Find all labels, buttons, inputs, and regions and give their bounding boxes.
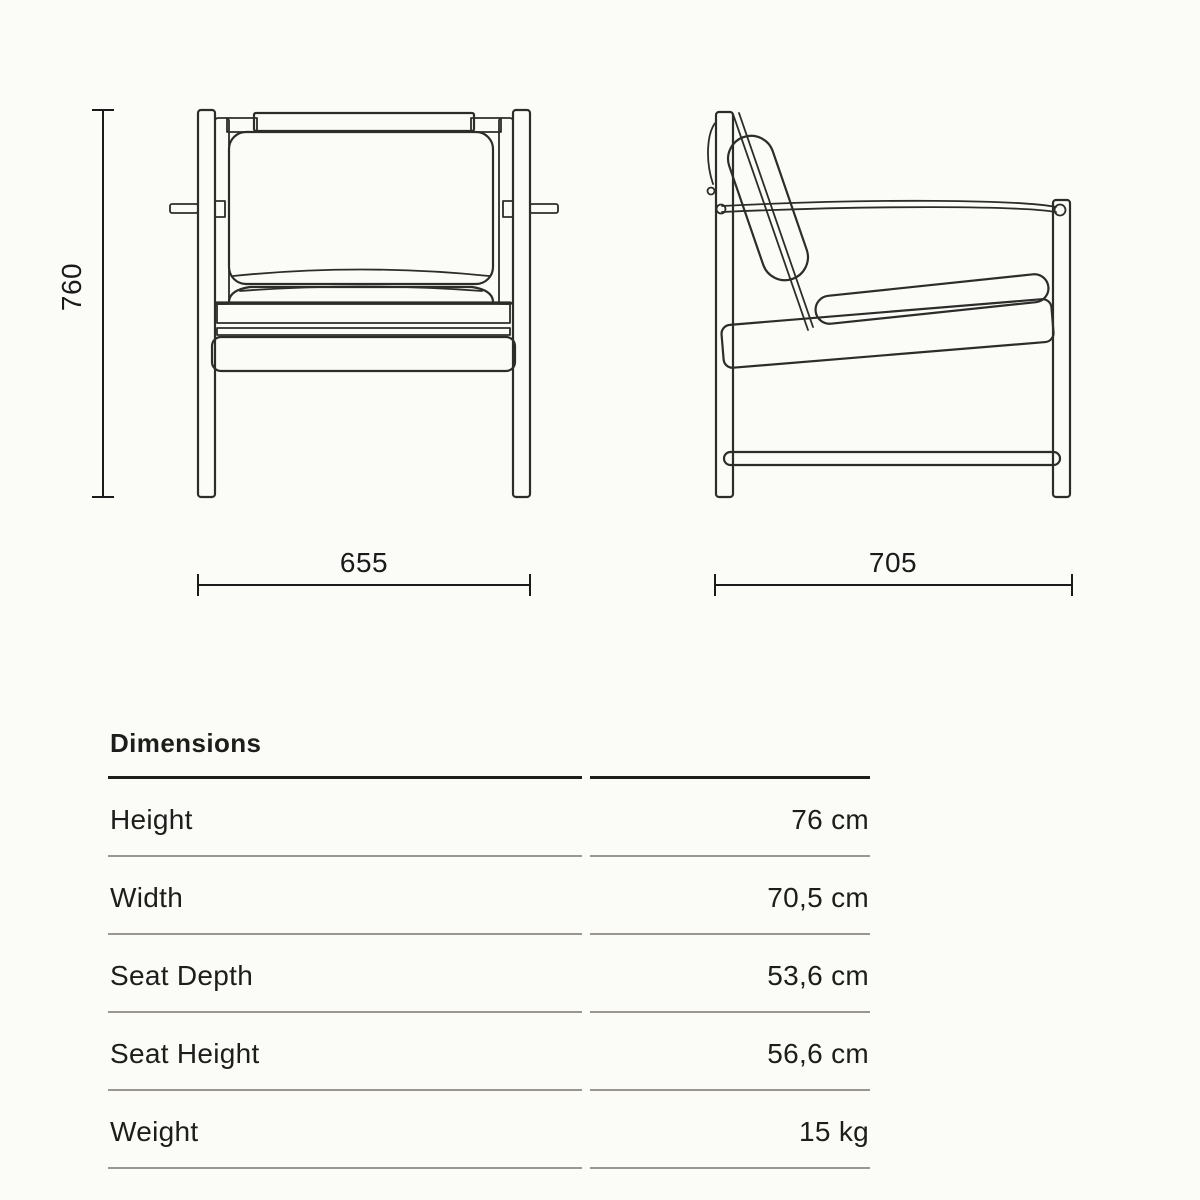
seat-rail-thin	[217, 328, 510, 335]
spec-value: 15 kg	[590, 1091, 870, 1169]
dimensions-title: Dimensions	[108, 728, 582, 779]
height-dimension-label: 760	[56, 262, 87, 312]
side-apron	[721, 298, 1054, 368]
seat-rail-band	[217, 304, 510, 323]
front-right-upright	[499, 118, 513, 304]
left-armrest-peg	[170, 204, 198, 213]
backrest-frame-line-2	[739, 113, 813, 327]
spec-label: Seat Height	[108, 1013, 582, 1091]
spec-value: 56,6 cm	[590, 1013, 870, 1091]
table-header-row	[108, 728, 870, 779]
table-row	[108, 1013, 870, 1091]
front-back-cushion	[229, 132, 493, 284]
left-peg-mount	[215, 201, 225, 217]
top-rail	[254, 113, 474, 131]
table-row	[108, 857, 870, 935]
strap-pin-left	[717, 205, 726, 214]
right-armrest-peg	[530, 204, 558, 213]
spec-label: Height	[108, 779, 582, 857]
side-seat-cushion	[814, 273, 1050, 325]
header-rule-right	[590, 728, 870, 779]
top-rail-end-left	[227, 118, 257, 132]
right-peg-mount	[503, 201, 513, 217]
spec-rows	[108, 779, 870, 1169]
spec-label: Width	[108, 857, 582, 935]
front-left-upright	[215, 118, 229, 304]
side-back-cushion	[722, 130, 814, 287]
front-right-post	[513, 110, 530, 497]
side-stretcher	[724, 452, 1060, 465]
spec-value: 76 cm	[590, 779, 870, 857]
spec-label: Weight	[108, 1091, 582, 1169]
depth-dimension-label: 705	[868, 547, 918, 578]
back-post-knob	[708, 188, 715, 195]
spec-value: 53,6 cm	[590, 935, 870, 1013]
spec-value: 70,5 cm	[590, 857, 870, 935]
front-left-post	[198, 110, 215, 497]
dimensions-table	[108, 728, 870, 1169]
side-view-drawing	[708, 112, 1071, 497]
width-dimension-label: 655	[339, 547, 389, 578]
table-row	[108, 935, 870, 1013]
strap-pin-right	[1055, 205, 1066, 216]
table-row	[108, 779, 870, 857]
back-post-flange	[708, 122, 716, 184]
back-cushion-seam	[233, 270, 489, 277]
spec-label: Seat Depth	[108, 935, 582, 1013]
front-view-drawing	[170, 110, 558, 497]
top-rail-end-right	[471, 118, 501, 132]
front-apron	[212, 337, 515, 371]
table-row	[108, 1091, 870, 1169]
